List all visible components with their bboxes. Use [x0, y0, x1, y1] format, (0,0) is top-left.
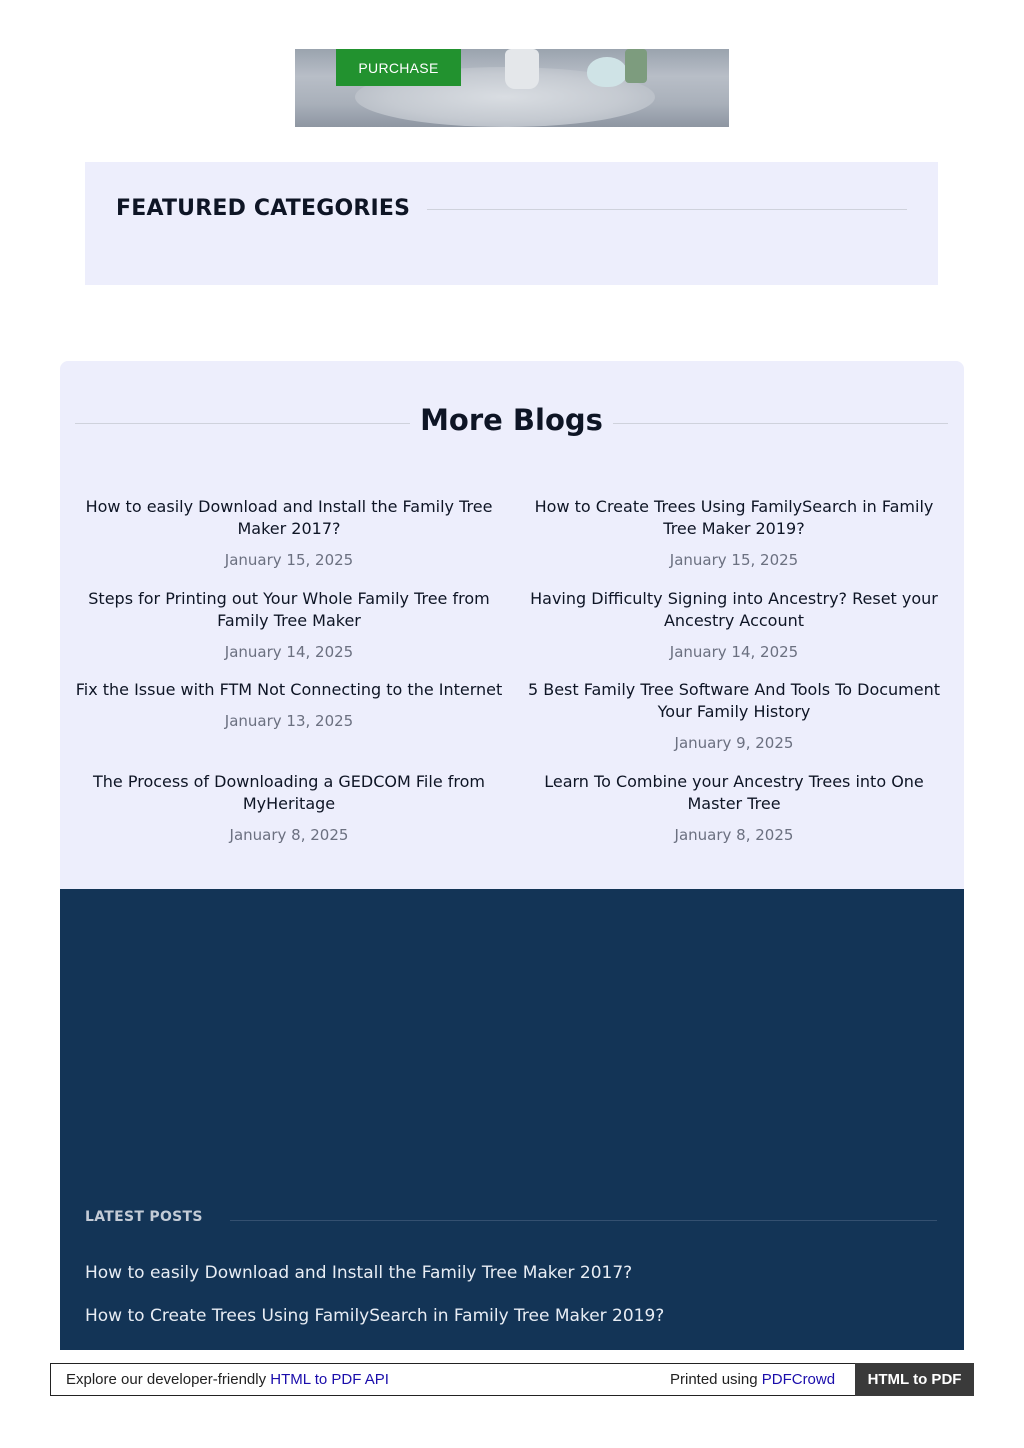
more-blogs-section — [60, 361, 964, 889]
blog-title-link[interactable]: How to Create Trees Using FamilySearch in Family Tree Maker 2019? — [534, 497, 934, 538]
latest-post-link[interactable]: How to easily Download and Install the Family Tree Maker 2017? — [85, 1263, 633, 1283]
pdfcrowd-link[interactable]: PDFCrowd — [761, 1371, 836, 1388]
blog-list-item — [520, 496, 948, 571]
featured-categories-heading: FEATURED CATEGORIES — [116, 196, 411, 221]
blog-date: January 14, 2025 — [224, 643, 354, 661]
blog-list-item — [520, 771, 948, 846]
blog-title-link[interactable]: 5 Best Family Tree Software And Tools To Document Your Family History — [527, 680, 941, 721]
latest-posts-heading: LATEST POSTS — [85, 1209, 203, 1225]
blog-date: January 14, 2025 — [669, 643, 799, 661]
blog-title-link[interactable]: The Process of Downloading a GEDCOM File from MyHeritage — [93, 772, 485, 813]
blog-date: January 13, 2025 — [224, 712, 354, 730]
purchase-button[interactable]: PURCHASE — [336, 49, 461, 86]
blog-title-link[interactable]: Learn To Combine your Ancestry Trees into One Master Tree — [544, 772, 924, 813]
blog-date: January 8, 2025 — [229, 826, 349, 844]
explore-api-text — [66, 1371, 389, 1388]
blog-title-link[interactable]: Steps for Printing out Your Whole Family Tree from Family Tree Maker — [88, 589, 490, 630]
banner-figure — [505, 49, 539, 89]
blog-list-item — [75, 496, 503, 571]
footer-section — [60, 889, 964, 1350]
blog-list-item — [65, 679, 513, 732]
blog-list-item — [75, 771, 503, 846]
html-to-pdf-api-link[interactable]: HTML to PDF API — [270, 1371, 389, 1388]
banner-figure — [625, 49, 647, 83]
blog-date: January 15, 2025 — [224, 551, 354, 569]
blog-title-link[interactable]: Fix the Issue with FTM Not Connecting to the Internet — [75, 680, 503, 699]
blog-list-item — [520, 588, 948, 663]
blog-list-item — [515, 679, 953, 754]
blog-date: January 8, 2025 — [674, 826, 794, 844]
heading-divider-right — [613, 423, 948, 424]
blog-list-item — [75, 588, 503, 663]
blog-title-link[interactable]: Having Difficulty Signing into Ancestry? Reset your Ancestry Account — [530, 589, 938, 630]
printed-using-text — [670, 1371, 835, 1388]
more-blogs-heading: More Blogs — [420, 403, 603, 437]
printed-text: Printed using — [670, 1371, 762, 1388]
explore-text: Explore our developer-friendly — [66, 1371, 271, 1388]
blog-date: January 15, 2025 — [669, 551, 799, 569]
html-to-pdf-badge[interactable]: HTML to PDF — [855, 1363, 974, 1396]
latest-post-link[interactable]: How to Create Trees Using FamilySearch in Family Tree Maker 2019? — [85, 1306, 665, 1326]
featured-categories-section — [85, 162, 938, 285]
banner-figure — [587, 57, 627, 87]
blog-date: January 9, 2025 — [674, 734, 794, 752]
more-blogs-title-row — [75, 401, 948, 445]
pdfcrowd-bar — [50, 1363, 974, 1396]
latest-posts-divider — [230, 1220, 937, 1221]
heading-divider — [427, 209, 907, 210]
blog-title-link[interactable]: How to easily Download and Install the Family Tree Maker 2017? — [85, 497, 493, 538]
